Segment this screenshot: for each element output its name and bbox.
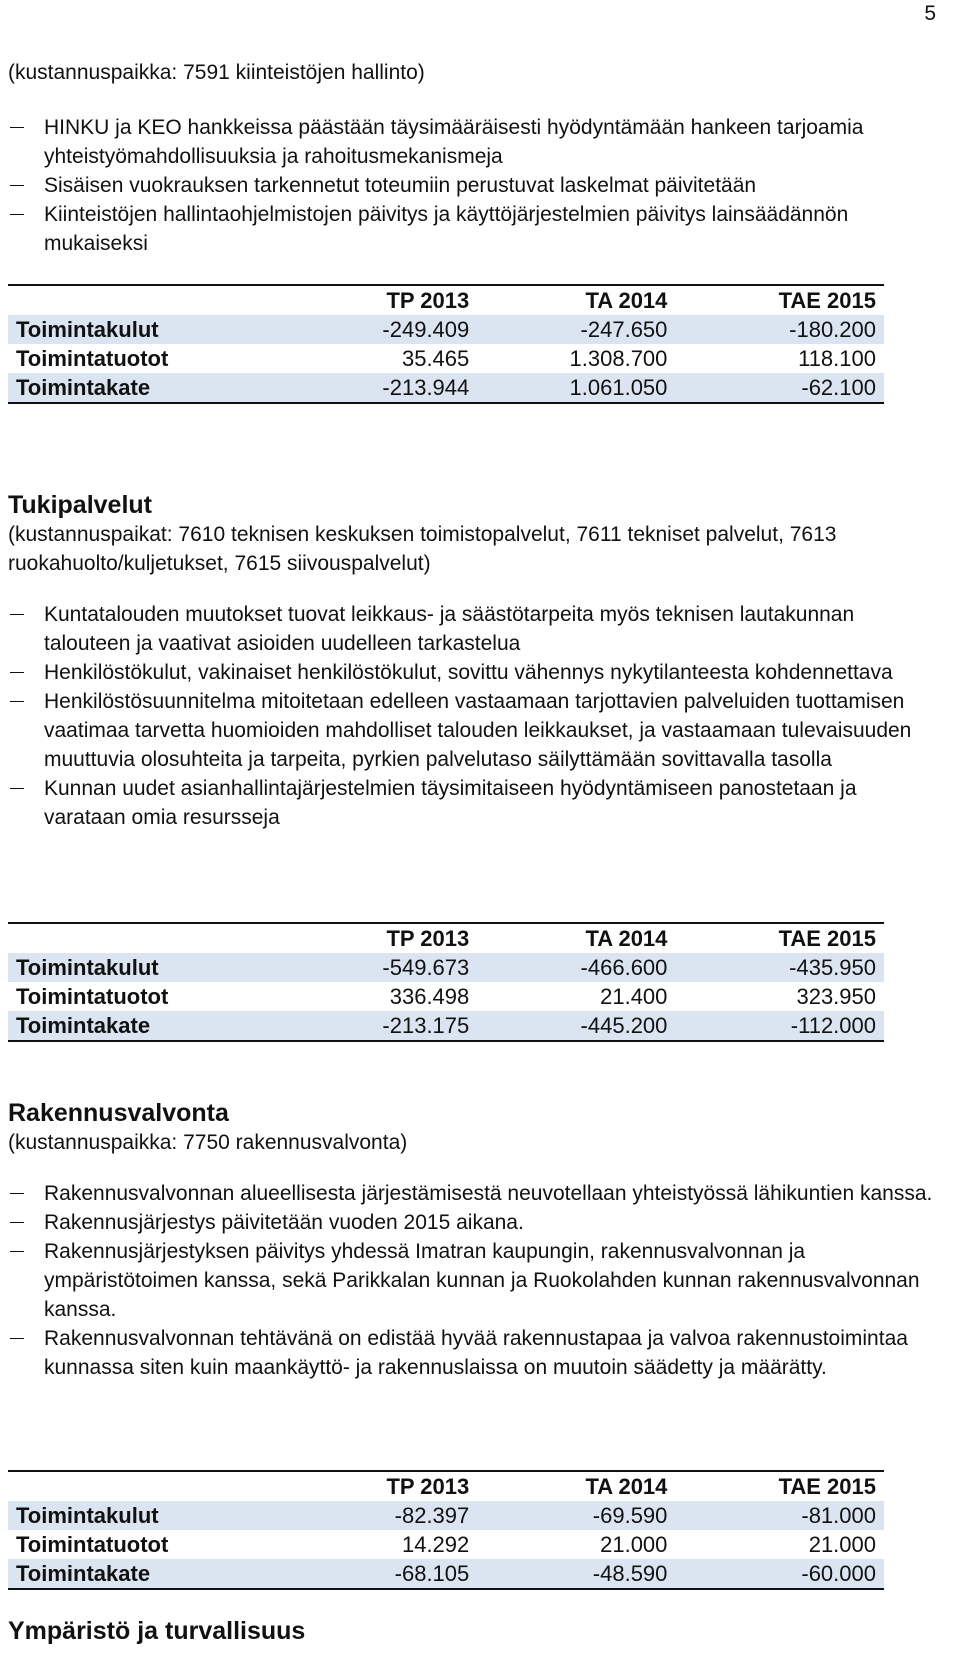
bullet-text: Henkilöstösuunnitelma mitoitetaan edelleen vastaamaan tarjottavien palveluiden tuottamisen vaatimaa tarvetta huomioiden mahdolliset talouden leikkaukset, ja vastaamaan tulevaisuuden muuttuvia olosuhteita ja tarpeita, pyrkien palvelutaso säilyttämään sovittavalla tasolla	[44, 690, 912, 771]
table-header-cell: TAE 2015	[778, 926, 876, 951]
list-item	[8, 1324, 943, 1382]
table-cell: -69.590	[477, 1501, 675, 1530]
list-item	[8, 171, 943, 200]
section-heading: Ympäristö ja turvallisuus	[8, 1617, 306, 1645]
table-cell: 35.465	[401, 346, 470, 371]
section-heading: Rakennusvalvonta	[8, 1099, 229, 1127]
dash-bullet-icon	[10, 185, 24, 186]
table-header-cell	[8, 923, 321, 953]
table-cell: -62.100	[675, 373, 884, 403]
table-header-row	[8, 285, 884, 315]
dash-bullet-icon	[10, 1193, 24, 1194]
bullet-text: Kunnan uudet asianhallintajärjestelmien täysimitaiseen hyödyntämiseen panostetaan ja varataan omia resursseja	[44, 777, 857, 829]
section-subtitle: (kustannuspaikat: 7610 teknisen keskuksen toimistopalvelut, 7611 tekniset palvelut, 7613 ruokahuolto/kuljetukset, 7615 siivouspalvelut)	[8, 523, 837, 575]
table-cell: -213.944	[321, 373, 477, 403]
dash-bullet-icon	[10, 701, 24, 702]
bullet-list	[8, 113, 943, 258]
table-header-row	[8, 1471, 884, 1501]
section-tukipalvelut	[8, 490, 943, 832]
bullet-list	[8, 1179, 943, 1382]
table-cell: 21.000	[600, 1532, 668, 1557]
table-row	[8, 315, 884, 344]
table-header-cell: TA 2014	[585, 288, 668, 313]
table-row	[8, 982, 884, 1011]
bullet-text: Rakennusvalvonnan alueellisesta järjestämisestä neuvotellaan yhteistyössä lähikuntien kanssa.	[44, 1182, 933, 1205]
table-cell: 1.308.700	[569, 346, 668, 371]
bullet-text: Rakennusvalvonnan tehtävänä on edistää hyvää rakennustapaa ja valvoa rakennustoimintaa kunnassa siten kuin maankäyttö- ja rakennuslaissa on muutoin säädetty ja määrätty.	[44, 1327, 908, 1379]
row-label: Toimintakate	[8, 373, 321, 403]
table-header-cell	[8, 285, 321, 315]
dash-bullet-icon	[10, 614, 24, 615]
row-label: Toimintakulut	[8, 315, 321, 344]
row-label: Toimintatuotot	[16, 1532, 169, 1557]
table-header-cell: TAE 2015	[778, 1474, 876, 1499]
table-cell: -81.000	[675, 1501, 884, 1530]
finance-table-rakennusvalvonta	[8, 1470, 884, 1590]
table-header-cell: TA 2014	[585, 926, 668, 951]
row-label: Toimintakulut	[8, 1501, 321, 1530]
dash-bullet-icon	[10, 1251, 24, 1252]
section-subtitle: (kustannuspaikka: 7591 kiinteistöjen hallinto)	[8, 61, 425, 84]
table-row	[8, 1501, 884, 1530]
list-item	[8, 687, 943, 774]
finance-table-kiinteistot	[8, 284, 884, 404]
section-rakennusvalvonta	[8, 1098, 943, 1382]
table-row	[8, 373, 884, 403]
table-kiinteistot-wrap	[8, 284, 943, 404]
section-heading: Tukipalvelut	[8, 491, 153, 519]
table-cell: 21.400	[600, 984, 668, 1009]
table-cell: -435.950	[675, 953, 884, 982]
list-item	[8, 1179, 943, 1208]
finance-table-tukipalvelut	[8, 922, 884, 1042]
table-row	[8, 953, 884, 982]
list-item	[8, 774, 943, 832]
table-header-row	[8, 923, 884, 953]
table-header-cell: TA 2014	[585, 1474, 668, 1499]
dash-bullet-icon	[10, 214, 24, 215]
row-label: Toimintatuotot	[16, 984, 169, 1009]
row-label: Toimintakate	[8, 1559, 321, 1589]
list-item	[8, 600, 943, 658]
table-cell: -549.673	[321, 953, 477, 982]
table-cell: -112.000	[675, 1011, 884, 1041]
table-cell: -247.650	[477, 315, 675, 344]
bullet-text: Kuntatalouden muutokset tuovat leikkaus- ja säästötarpeita myös teknisen lautakunnan talouteen ja vaativat asioiden uudelleen tarkastelua	[44, 603, 855, 655]
bullet-text: Rakennusjärjestys päivitetään vuoden 2015 aikana.	[44, 1211, 524, 1234]
bullet-list	[8, 600, 943, 832]
bullet-text: Kiinteistöjen hallintaohjelmistojen päivitys ja käyttöjärjestelmien päivitys lainsäädännön mukaiseksi	[44, 203, 849, 255]
table-cell: -445.200	[477, 1011, 675, 1041]
list-item	[8, 1237, 943, 1324]
bullet-text: HINKU ja KEO hankkeissa päästään täysimääräisesti hyödyntämään hankeen tarjoamia yhteistyömahdollisuuksia ja rahoitusmekanismeja	[44, 116, 864, 168]
dash-bullet-icon	[10, 1338, 24, 1339]
row-label: Toimintakate	[8, 1011, 321, 1041]
table-row	[8, 1530, 884, 1559]
row-label: Toimintatuotot	[16, 346, 169, 371]
table-cell: 118.100	[798, 346, 876, 371]
table-cell: -180.200	[675, 315, 884, 344]
list-item	[8, 113, 943, 171]
section-kiinteistot	[8, 58, 943, 258]
table-cell: -48.590	[477, 1559, 675, 1589]
table-cell: -82.397	[321, 1501, 477, 1530]
list-item	[8, 1208, 943, 1237]
list-item	[8, 658, 943, 687]
section-ymparisto	[8, 1616, 943, 1646]
table-cell: 1.061.050	[477, 373, 675, 403]
dash-bullet-icon	[10, 127, 24, 128]
table-row	[8, 344, 884, 373]
list-item	[8, 200, 943, 258]
page-number: 5	[924, 2, 936, 25]
table-rakennusvalvonta-wrap	[8, 1470, 943, 1590]
table-row	[8, 1011, 884, 1041]
bullet-text: Sisäisen vuokrauksen tarkennetut toteumiin perustuvat laskelmat päivitetään	[44, 174, 757, 197]
bullet-text: Rakennusjärjestyksen päivitys yhdessä Imatran kaupungin, rakennusvalvonnan ja ympäristötoimen kanssa, sekä Parikkalan kunnan ja Ruokolahden kunnan rakennusvalvonnan kanssa.	[44, 1240, 920, 1321]
dash-bullet-icon	[10, 788, 24, 789]
row-label: Toimintakulut	[8, 953, 321, 982]
table-cell: 14.292	[401, 1532, 470, 1557]
table-cell: -249.409	[321, 315, 477, 344]
section-subtitle: (kustannuspaikka: 7750 rakennusvalvonta)	[8, 1131, 408, 1154]
table-cell: 21.000	[808, 1532, 876, 1557]
bullet-text: Henkilöstökulut, vakinaiset henkilöstökulut, sovittu vähennys nykytilanteesta kohdennettava	[44, 661, 893, 684]
table-cell: 336.498	[389, 984, 470, 1009]
dash-bullet-icon	[10, 1222, 24, 1223]
table-cell: -68.105	[321, 1559, 477, 1589]
table-tukipalvelut-wrap	[8, 922, 943, 1042]
table-header-cell	[8, 1471, 321, 1501]
table-cell: 323.950	[796, 984, 876, 1009]
table-cell: -213.175	[321, 1011, 477, 1041]
table-header-cell: TP 2013	[386, 1474, 470, 1499]
table-cell: -466.600	[477, 953, 675, 982]
table-header-cell: TP 2013	[386, 288, 470, 313]
table-cell: -60.000	[675, 1559, 884, 1589]
table-row	[8, 1559, 884, 1589]
table-header-cell: TP 2013	[386, 926, 470, 951]
dash-bullet-icon	[10, 672, 24, 673]
table-header-cell: TAE 2015	[778, 288, 876, 313]
